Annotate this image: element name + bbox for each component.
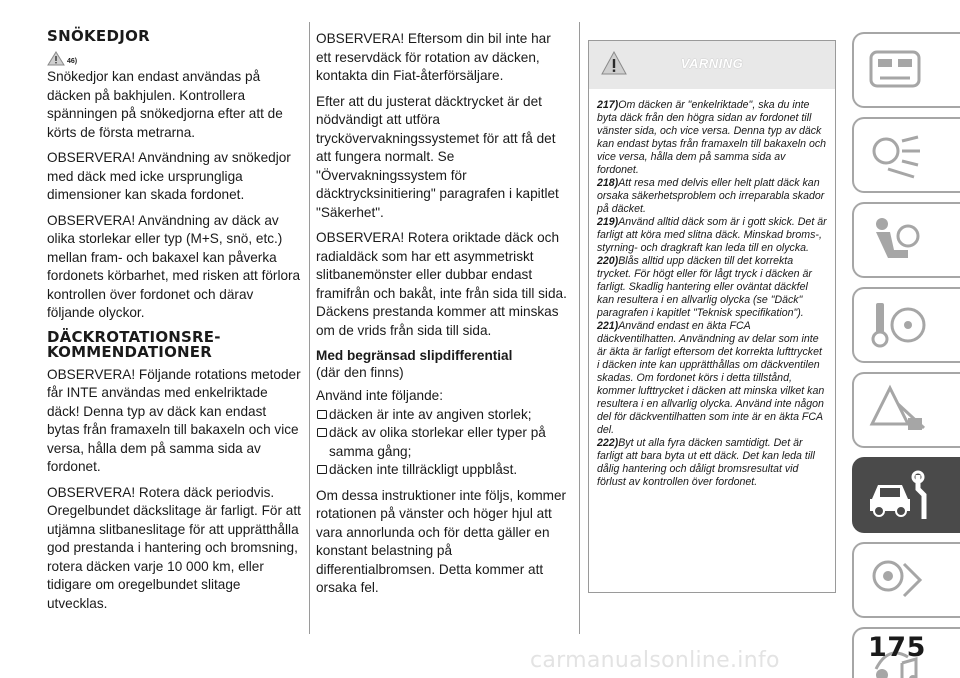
paragraph-snokedjor-2: OBSERVERA! Användning av snökedjor med däck med icke ursprungliga dimensioner kan skada fordonet.: [47, 150, 291, 202]
warning-title: VARNING: [680, 56, 744, 71]
tab-dashboard[interactable]: [852, 32, 960, 108]
paragraph-snokedjor-3: OBSERVERA! Användning av däck av olika storlekar eller typ (M+S, snö, etc.) mellan fram- och bakaxel kan påverka fordonets körbarhet, med risken att förlora kontrollen över fordonet och därav följande olyckor.: [47, 212, 301, 320]
specs-icon: [868, 554, 928, 608]
warning-text: Använd alltid däck som är i gott skick. Det är farligt att köra med slitna däck. Minskad broms-, styrning- och dragkraft kan leda till en olycka.: [597, 216, 827, 254]
bullet-text: däck av olika storlekar eller typer på samma gång;: [329, 425, 546, 459]
tab-lights[interactable]: [852, 117, 960, 193]
tab-key-steering[interactable]: [852, 287, 960, 363]
car-service-icon: [868, 469, 938, 525]
warning-text: Använd endast en äkta FCA däckventilhatten. Användning av delar som inte är äkta är farligt eftersom det korrekta lufttrycket i däcken inte kan upprätthållas om däckventilen skadas. Om fordonet körs i detta tillstånd, kommer lufttrycket i däcken att minska vilket kan resultera i en allvarlig olycka. Använd inte någon del för däckventilhatten som inte är en äkta FCA del.: [597, 320, 825, 436]
bullet-box-icon: [317, 428, 327, 437]
warning-item: [597, 99, 827, 177]
list-item: [316, 461, 568, 480]
paragraph-rotation-1: OBSERVERA! Följande rotations metoder får INTE användas med enkelriktade däck! Denna typ av däck kan endast bytas från framaxeln till bakaxeln och vice versa, hålla dem på samma sida av fordonet.: [47, 366, 301, 474]
lights-icon: [868, 129, 928, 183]
column-divider-1: [309, 22, 310, 634]
warning-number: 222): [597, 437, 619, 449]
list-item: [316, 406, 568, 425]
warning-number: 219): [597, 216, 619, 228]
airbag-icon: [868, 214, 928, 268]
warning-number: 218): [597, 177, 619, 189]
heading-dackrotation-line1: DÄCKROTATIONSRE-: [47, 327, 221, 346]
warning-number: 221): [597, 320, 619, 332]
warning-item: [597, 216, 827, 255]
warning-triangle-icon: [47, 51, 65, 66]
watermark: carmanualsonline.info: [530, 648, 780, 673]
tab-specs[interactable]: [852, 542, 960, 618]
bullet-box-icon: [317, 410, 327, 419]
warning-item: [597, 255, 827, 320]
warning-number: 217): [597, 99, 619, 111]
warning-ref-number: 46): [67, 58, 78, 65]
paragraph-reservdack: OBSERVERA! Eftersom din bil inte har ett reservdäck för rotation av däcken, kontakta din Fiat-återförsäljare.: [316, 31, 551, 83]
warning-item: [597, 320, 827, 437]
subheading-slipdifferential: Med begränsad slipdifferential: [316, 348, 513, 363]
key-steering-icon: [868, 299, 928, 353]
dashboard-icon: [868, 44, 928, 98]
emergency-icon: [868, 384, 928, 438]
column-divider-2: [579, 22, 580, 634]
warning-item: [597, 177, 827, 216]
warning-text: Blås alltid upp däcken till det korrekta trycket. För högt eller för lågt tryck i däcken är farligt. Skadlig hantering eller oväntat däckfel kan resultera i en allvarlig olycka (se "Däck" paragrafen i kapitlet "Teknisk specifikation").: [597, 255, 812, 319]
heading-snokedjor: SNÖKEDJOR: [47, 27, 151, 45]
paragraph-oriktade-dack: OBSERVERA! Rotera oriktade däck och radialdäck som har ett asymmetriskt slitbanemönster eller dubbar endast framifrån och bakåt, inte från sida till sida. Däckens prestanda kommer att minskas om de vrids från sida till sida.: [316, 230, 567, 338]
column-middle: [316, 30, 568, 605]
paragraph-tryckovervakning: Efter att du justerat däcktrycket är det nödvändigt att utföra tryckövervakningssystemet för att få det att fungera normalt. Se "Övervakningssystem för däcktrycksinitiering" paragrafen i kapitlet "Säkerhet".: [316, 93, 559, 220]
warning-number: 220): [597, 255, 619, 267]
bullet-box-icon: [317, 465, 327, 474]
chapter-tabs: [852, 32, 960, 678]
warning-text: Att resa med delvis eller helt platt däck kan orsaka säkerhetsproblem och irreparabla skador på däcket.: [597, 177, 825, 215]
warning-text: Byt ut alla fyra däcken samtidigt. Det är farligt att bara byta ut ett däck. Det kan leda till dålig hantering och dåligt bromsresultat vid förlust av kontrollen över fordonet.: [597, 437, 815, 488]
page-number: 175: [868, 632, 926, 663]
warning-box: [588, 40, 836, 593]
heading-dackrotation-line2: KOMMENDATIONER: [47, 342, 212, 361]
paragraph-instruktioner: Om dessa instruktioner inte följs, kommer rotationen på vänster och höger hjul att vara annorlunda och för detta gäller en konstant belastning på differentialbromsen. Detta kommer att orsaka fel.: [316, 487, 567, 595]
bullet-text: däcken är inte av angiven storlek;: [329, 406, 532, 422]
heading-dackrotation: [47, 327, 302, 361]
tab-emergency[interactable]: [852, 372, 960, 448]
tab-airbag[interactable]: [852, 202, 960, 278]
paragraph-anvand-inte: Använd inte följande:: [316, 388, 443, 403]
subheading-note: (där den finns): [316, 365, 404, 380]
paragraph-snokedjor-1: Snökedjor kan endast användas på däcken på bakhjulen. Kontrollera spänningen på snökedjorna efter att de körts de första metrarna.: [47, 69, 283, 140]
warning-body: [589, 89, 835, 489]
paragraph-rotation-2: OBSERVERA! Rotera däck periodvis. Oregelbundet däckslitage är farligt. För att utjämna slitbaneslitage för att upprätthålla god prestanda i hantering och bromsning, rotera däcken varje 10 000 km, eller tidigare om oregelbundet slitage utvecklas.: [47, 484, 301, 611]
column-left: [47, 28, 302, 620]
bullet-text: däcken inte tillräckligt uppblåst.: [329, 462, 518, 477]
warning-text: Om däcken är "enkelriktade", ska du inte byta däck från den högra sidan av fordonet till vänster sida, och vice versa. Denna typ av däck kan endast bytas från framaxeln till bakaxeln och vice versa, hålla dem på samma sida av fordonet.: [597, 99, 827, 176]
warning-item: [597, 437, 827, 489]
tab-car-service[interactable]: [852, 457, 960, 533]
warning-reference: [47, 48, 302, 66]
list-item: [316, 424, 568, 461]
warning-header: [589, 41, 835, 89]
